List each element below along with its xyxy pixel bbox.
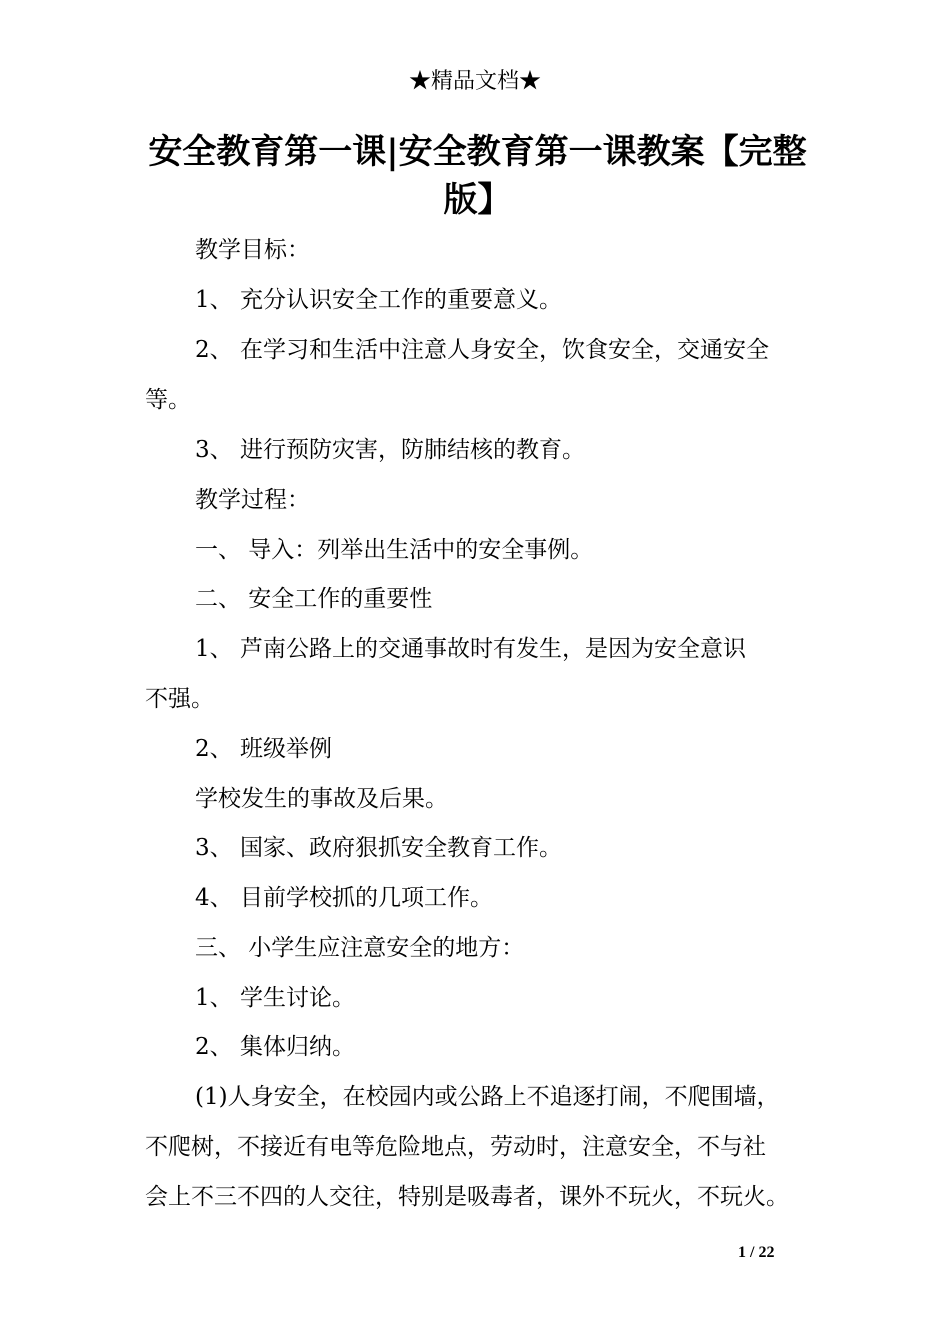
paragraph-line: (1)人身安全，在校园内或公路上不追逐打闹，不爬围墙， bbox=[195, 1084, 780, 1110]
paragraph-line: 不强。 bbox=[145, 686, 214, 712]
paragraph-line: 学校发生的事故及后果。 bbox=[195, 786, 448, 812]
paragraph-line: 会上不三不四的人交往，特别是吸毒者，课外不玩火，不玩火。 bbox=[145, 1184, 789, 1210]
paragraph-line: 2、 班级举例 bbox=[195, 736, 332, 762]
paragraph-line: 2、 在学习和生活中注意人身安全，饮食安全，交通安全 bbox=[195, 337, 769, 363]
paragraph-line: 1、 学生讨论。 bbox=[195, 985, 355, 1011]
paragraph-line: 二、 安全工作的重要性 bbox=[195, 586, 433, 612]
paragraph-line: 三、 小学生应注意安全的地方： bbox=[195, 935, 525, 961]
paragraph-line: 2、 集体归纳。 bbox=[195, 1034, 355, 1060]
paragraph-line: 教学过程： bbox=[195, 487, 310, 513]
paragraph-line: 1、 充分认识安全工作的重要意义。 bbox=[195, 287, 562, 313]
paragraph-line: 不爬树，不接近有电等危险地点，劳动时，注意安全，不与社 bbox=[145, 1134, 766, 1160]
paragraph-line: 一、 导入：列举出生活中的安全事例。 bbox=[195, 537, 594, 563]
document-title: 安全教育第一课|安全教育第一课教案【完整版】 bbox=[148, 132, 807, 220]
paragraph-line: 4、 目前学校抓的几项工作。 bbox=[195, 885, 493, 911]
paragraph-line: 3、 国家、政府狠抓安全教育工作。 bbox=[195, 835, 562, 861]
paragraph-line: 3、 进行预防灾害，防肺结核的教育。 bbox=[195, 437, 585, 463]
header-mark: ★精品文档★ bbox=[408, 69, 541, 94]
page-number: 1 / 22 bbox=[738, 1244, 775, 1261]
paragraph-line: 教学目标： bbox=[195, 237, 310, 263]
paragraph-line: 等。 bbox=[145, 387, 191, 413]
paragraph-line: 1、 芦南公路上的交通事故时有发生，是因为安全意识 bbox=[195, 636, 746, 662]
